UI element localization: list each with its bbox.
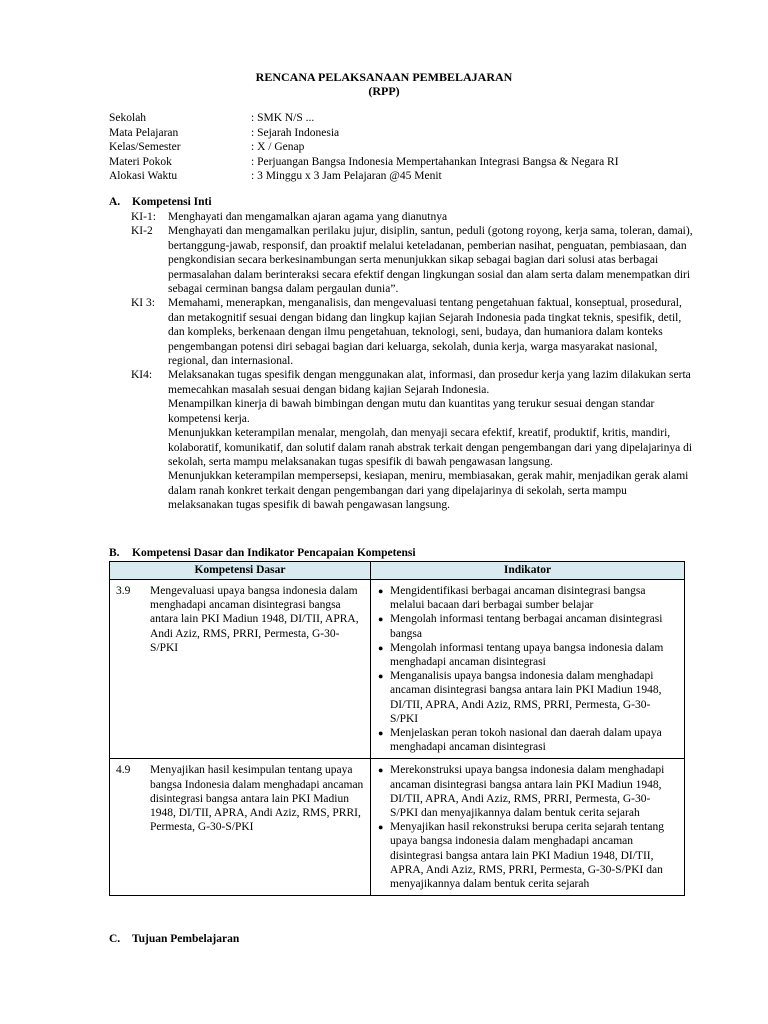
bullet-icon: ●	[378, 765, 384, 776]
ki-paragraph: Menunjukkan keterampilan menalar, mengolah, dan menyaji secara efektif, kreatif, produktif, kritis, mandiri, kolaboratif, komunikatif, dan solutif dalam ranah abstrak terkait dengan pengembangan dari yang dipelajarinya di sekolah, serta mampu melaksanakan tugas spesifik di bawah pengawasan langsung.	[168, 427, 693, 468]
indicator-list	[377, 763, 678, 891]
document-title: RENCANA PELAKSANAAN PEMBELAJARAN	[255, 70, 513, 84]
ki-text	[168, 368, 693, 512]
kd-cell	[110, 580, 371, 759]
meta-row	[109, 111, 709, 126]
ki-list	[131, 210, 693, 513]
indicator-item: ● Menjelaskan peran tokoh nasional dan daerah dalam upaya menghadapi ancaman disintegrasi	[378, 727, 662, 754]
meta-value: : Perjuangan Bangsa Indonesia Mempertahankan Integrasi Bangsa & Negara RI	[251, 155, 619, 168]
ki-paragraph: Menampilkan kinerja di bawah bimbingan dengan mutu dan kuantitas yang terukur sesuai dengan standar kompetensi kerja.	[168, 398, 655, 425]
meta-value: : SMK N/S ...	[251, 112, 315, 124]
kd-text: Mengevaluasi upaya bangsa indonesia dalam menghadapi ancaman disintegrasi bangsa antara lain PKI Madiun 1948, DI/TII, APRA, Andi Aziz, RMS, PRRI, Permesta, G-30-S/PKI	[150, 585, 359, 654]
competency-table	[109, 561, 685, 896]
indicator-item: ● Menyajikan hasil rekonstruksi berupa cerita sejarah tentang upaya bangsa indonesia dalam menghadapi ancaman disintegrasi bangsa antara lain PKI Madiun 1948, DI/TII, APRA, Andi Aziz, RMS, PRRI, Permesta, G-30-S/PKI dan menyajikannya dalam bentuk cerita sejarah	[378, 821, 664, 891]
bullet-icon: ●	[378, 642, 384, 653]
ki-code: KI 3:	[131, 297, 155, 310]
kd-cell	[110, 759, 371, 896]
meta-value: : 3 Minggu x 3 Jam Pelajaran @45 Menit	[251, 170, 442, 182]
section-b-heading	[109, 546, 416, 560]
table-header-row	[110, 562, 685, 580]
indicator-item: ● Menganalisis upaya bangsa indonesia dalam menghadapi ancaman disintegrasi bangsa antara lain PKI Madiun 1948, DI/TII, APRA, Andi Aziz, RMS, PRRI, Permesta, G-30-S/PKI	[378, 670, 662, 725]
section-title: Kompetensi Inti	[132, 196, 212, 208]
meta-label: Mata Pelajaran	[109, 126, 179, 139]
indicator-list	[377, 584, 678, 754]
indicator-item: ● Merekonstruksi upaya bangsa indonesia dalam menghadapi ancaman disintegrasi bangsa antara lain PKI Madiun 1948, DI/TII, APRA, Andi Aziz, RMS, PRRI, Permesta, G-30-S/PKI dan menyajikannya dalam bentuk cerita sejarah	[378, 764, 665, 820]
ki-text	[168, 224, 693, 296]
kd-number: 3.9	[116, 585, 131, 597]
ki-paragraph: Melaksanakan tugas spesifik dengan menggunakan alat, informasi, dan prosedur kerja yang lazim dilakukan serta memecahkan masalah sesuai dengan bidang kajian Sejarah Indonesia.	[168, 369, 691, 396]
bullet-icon: ●	[378, 728, 384, 739]
meta-label: Kelas/Semester	[109, 141, 181, 153]
column-header-indicator: Indikator	[371, 562, 685, 580]
ki-item	[131, 368, 693, 512]
ki-text	[168, 296, 693, 368]
ki-code: KI-2	[131, 225, 153, 238]
bullet-icon: ●	[378, 586, 384, 596]
ki-paragraph: Memahami, menerapkan, menganalisis, dan mengevaluasi tentang pengetahuan faktual, konseptual, prosedural, dan metakognitif sesuai dengan bidang dan lingkup kajian Sejarah Indonesia pada tingkat teknis, spesifik, detil, dan kompleks, berkenaan dengan ilmu pengetahuan, teknologi, seni, budaya, dan humaniora dalam konteks pengembangan potensi diri sebagai bagian dari keluarga, sekolah, dunia kerja, warga masyarakat nasional, regional, dan internasional.	[168, 297, 682, 368]
bullet-icon: ●	[378, 671, 384, 682]
column-header-kd: Kompetensi Dasar	[110, 562, 371, 580]
ki-text	[168, 210, 693, 224]
section-a-heading	[109, 195, 212, 209]
kd-number: 4.9	[116, 764, 131, 777]
meta-row	[109, 155, 709, 170]
section-number: A.	[109, 196, 121, 208]
indicator-item: ● Mengidentifikasi berbagai ancaman disintegrasi bangsa melalui bacaan dari berbagai sumber belajar	[378, 585, 646, 612]
indicator-item: ● Mengolah informasi tentang upaya bangsa indonesia dalam menghadapi ancaman disintegrasi	[378, 641, 664, 669]
meta-label: Materi Pokok	[109, 155, 172, 168]
meta-value: : X / Genap	[251, 141, 305, 153]
meta-label: Alokasi Waktu	[109, 170, 178, 182]
ki-paragraph: Menghayati dan mengamalkan perilaku jujur, disiplin, santun, peduli (gotong royong, kerja sama, toleran, damai), bertanggung-jawab, responsif, dan proaktif melalui keteladanan, pemberian nasihat, penguatan, pembiasaan, dan pengkondisian secara berkesinambungan serta menunjukkan sikap sebagai bagian dari solusi atas berbagai permasalahan dalam berinteraksi secara efektif dengan lingkungan sosial dan alam serta dalam menempatkan diri sebagai cerminan bangsa dalam pergaulan dunia”.	[168, 225, 693, 296]
ki-item	[131, 224, 693, 296]
table-row	[110, 759, 685, 896]
indicator-cell	[371, 759, 685, 896]
ki-item	[131, 296, 693, 368]
meta-row	[109, 140, 709, 155]
table-row	[110, 580, 685, 759]
section-number: B.	[109, 547, 120, 559]
indicator-cell	[371, 580, 685, 759]
kd-text: Menyajikan hasil kesimpulan tentang upaya bangsa Indonesia dalam menghadapi ancaman disintegrasi bangsa antara lain PKI Madiun 1948, DI/TII, APRA, Andi Aziz, RMS, PRRI, Permesta, G-30-S/PKI	[150, 764, 364, 834]
meta-value: : Sejarah Indonesia	[251, 126, 340, 139]
section-number: C.	[109, 933, 121, 945]
ki-code: KI4:	[131, 369, 153, 382]
meta-row	[109, 126, 709, 141]
ki-paragraph: Menunjukkan keterampilan mempersepsi, kesiapan, meniru, membiasakan, gerak mahir, menjadikan gerak alami dalam ranah konkret terkait dengan pengembangan dari yang dipelajarinya di sekolah, serta mampu melaksanakan tugas spesifik di bawah pengawasan langsung.	[168, 470, 689, 512]
document-subtitle: (RPP)	[368, 84, 400, 98]
section-title: Kompetensi Dasar dan Indikator Pencapaian Kompetensi	[132, 547, 416, 559]
ki-paragraph: Menghayati dan mengamalkan ajaran agama yang dianutnya	[168, 211, 448, 223]
indicator-item: ● Mengolah informasi tentang berbagai ancaman disintegrasi bangsa	[378, 613, 663, 640]
meta-block	[109, 111, 709, 184]
meta-label: Sekolah	[109, 112, 147, 124]
ki-code: KI-1:	[131, 211, 156, 223]
section-c-heading	[109, 932, 239, 946]
ki-item	[131, 210, 693, 224]
meta-row	[109, 169, 709, 184]
section-title: Tujuan Pembelajaran	[132, 933, 240, 945]
bullet-icon: ●	[378, 822, 384, 833]
bullet-icon: ●	[378, 614, 384, 625]
